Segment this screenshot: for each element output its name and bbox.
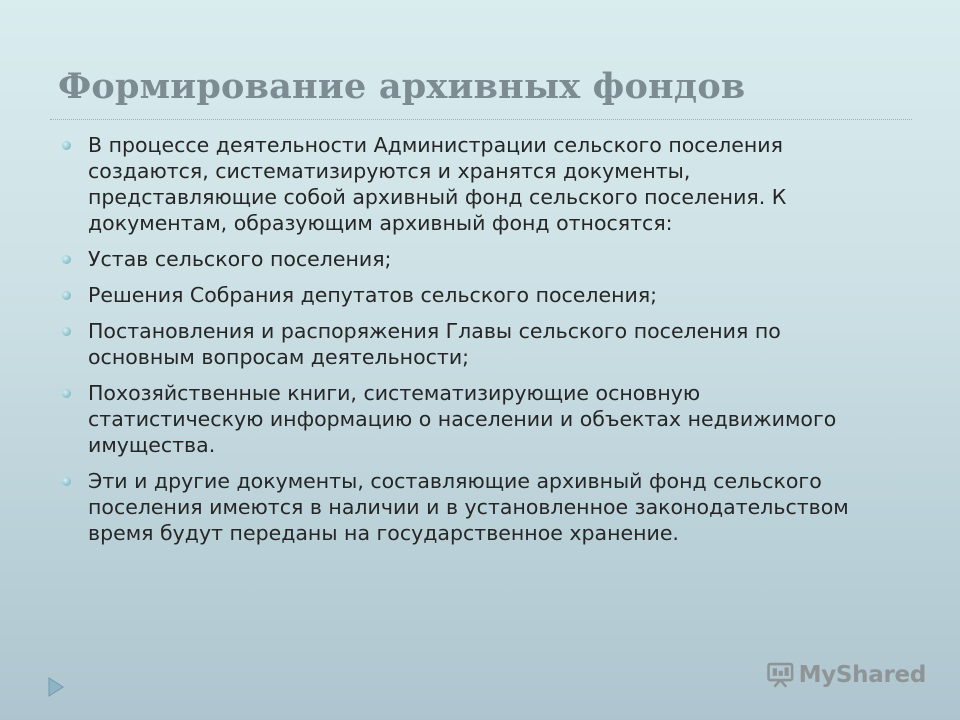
bullet-text: Эти и другие документы, составляющие архивный фонд сельского поселения имеются в наличии и в установленное законодательством время будут переданы на государственное хранение.: [88, 469, 849, 545]
bullet-dot-icon: [62, 327, 71, 336]
bullet-item: [62, 246, 872, 272]
watermark-logo: [766, 655, 926, 695]
triangle-right-icon: [46, 676, 66, 698]
presentation-board-icon: [766, 659, 795, 691]
next-slide-button[interactable]: [46, 676, 66, 698]
bullet-dot-icon: [62, 255, 71, 264]
bullet-dot-icon: [62, 389, 71, 398]
bullet-item: [62, 380, 872, 458]
bullet-item: [62, 282, 872, 308]
bullet-item: [62, 468, 872, 546]
title-divider: [50, 119, 912, 120]
bullet-text: Постановления и распоряжения Главы сельского поселения по основным вопросам деятельности;: [88, 319, 781, 369]
slide-title: Формирование архивных фондов: [58, 66, 746, 107]
bullet-text: В процессе деятельности Администрации сельского поселения создаются, систематизируются и хранятся документы, представляющие собой архивный фонд сельского поселения. К документам, образующим архивный фонд относятся:: [88, 133, 787, 235]
bullet-item: [62, 132, 872, 236]
bullet-text: Устав сельского поселения;: [88, 247, 392, 271]
bullet-text: Похозяйственные книги, систематизирующие основную статистическую информацию о населении и объектах недвижимого имущества.: [88, 381, 837, 457]
bullet-item: [62, 318, 872, 370]
bullet-dot-icon: [62, 477, 71, 486]
bullet-dot-icon: [62, 141, 71, 150]
bullet-dot-icon: [62, 291, 71, 300]
bullet-text: Решения Собрания депутатов сельского поселения;: [88, 283, 658, 307]
watermark-text: MyShared: [798, 662, 926, 688]
bullet-list: [62, 132, 872, 556]
